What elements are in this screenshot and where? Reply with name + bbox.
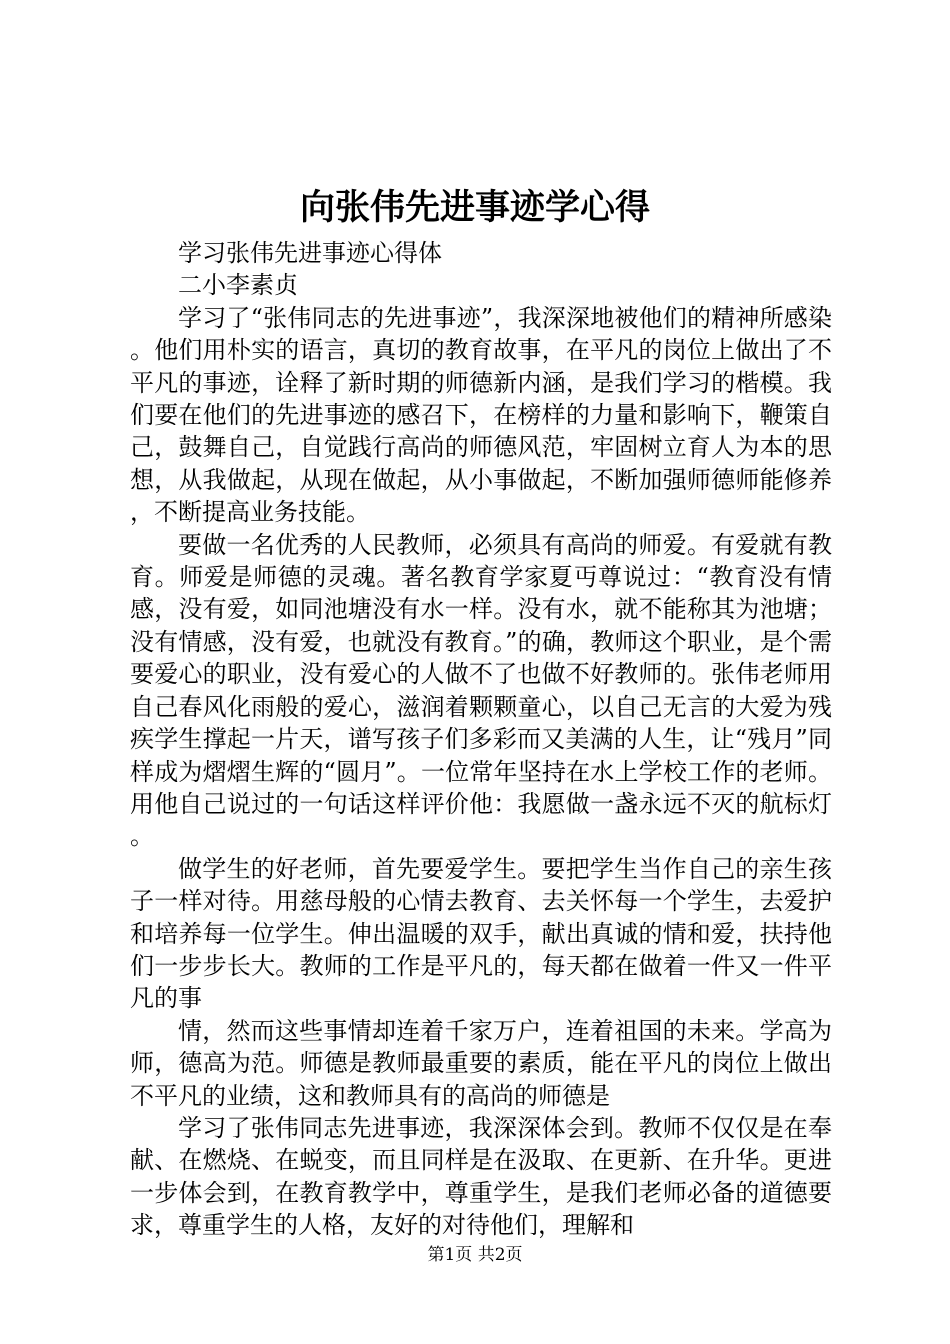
paragraph-subtitle: 学习张伟先进事迹心得体 — [178, 239, 442, 267]
document-title: 向张伟先进事迹学心得 — [299, 187, 650, 228]
paragraph-author: 二小李素贞 — [178, 271, 298, 300]
page-footer: 第1页 共2页 — [427, 1245, 523, 1265]
paragraph: 学习了“张伟同志的先进事迹”，我深深地被他们的精神所感染。他们用朴实的语言，真切的教育故事，在平凡的岗位上做出了不平凡的事迹，诠释了新时期的师德新内涵，是我们学习的楷模。我们要在他们的先进事迹的感召下，在榜样的力量和影响下，鞭策自己，鼓舞自己，自觉践行高尚的师德风范，牢固树立育人为本的思想，从我做起，从现在做起，从小事做起，不断加强师德师能修养，不断提高业务技能。 — [130, 303, 832, 527]
document-body — [130, 237, 832, 1242]
paragraph: 情，然而这些事情却连着千家万户，连着祖国的未来。学高为师，德高为范。师德是教师最重要的素质，能在平凡的岗位上做出不平凡的业绩，这和教师具有的高尚的师德是 — [130, 1016, 832, 1110]
paragraph: 做学生的好老师，首先要爱学生。要把学生当作自己的亲生孩子一样对待。用慈母般的心情去教育、去关怀每一个学生，去爱护和培养每一位学生。伸出温暖的双手，献出真诚的情和爱，扶持他们一步步长大。教师的工作是平凡的，每天都在做着一件又一件平凡的事 — [130, 854, 832, 1013]
paragraph: 学习了张伟同志先进事迹，我深深体会到。教师不仅仅是在奉献、在燃烧、在蜕变，而且同样是在汲取、在更新、在升华。更进一步体会到，在教育教学中，尊重学生，是我们老师必备的道德要求，尊重学生的人格，友好的对待他们，理解和 — [130, 1113, 832, 1240]
paragraph: 要做一名优秀的人民教师，必须具有高尚的师爱。有爱就有教育。师爱是师德的灵魂。著名教育学家夏丏尊说过：“教育没有情感，没有爱，如同池塘没有水一样。没有水，就不能称其为池塘；没有情感，没有爱，也就没有教育。”的确，教师这个职业，是个需要爱心的职业，没有爱心的人做不了也做不好教师的。张伟老师用自己春风化雨般的爱心，滋润着颗颗童心，以自己无言的大爱为残疾学生撑起一片天，谱写孩子们多彩而又美满的人生，让“残月”同样成为熠熠生辉的“圆月”。一位常年坚持在水上学校工作的老师。用他自己说过的一句话这样评价他：我愿做一盏永远不灭的航标灯。 — [130, 530, 832, 851]
